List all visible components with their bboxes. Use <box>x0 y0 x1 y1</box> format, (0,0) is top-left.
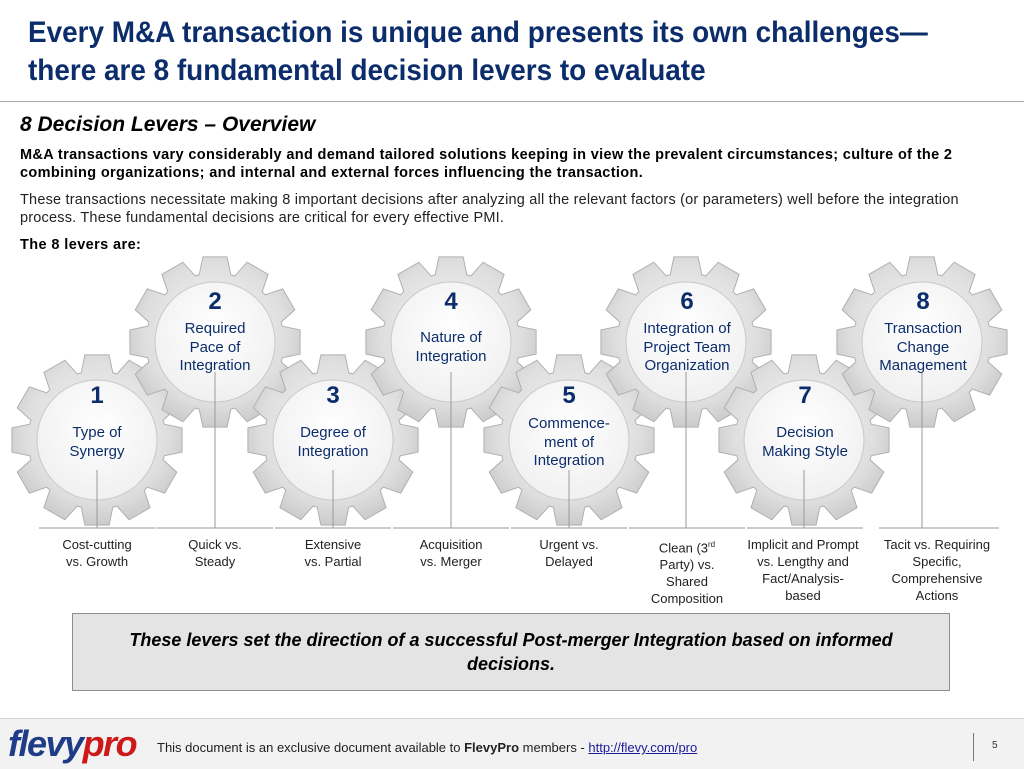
logo-part-pro: pro <box>82 723 137 764</box>
lever-8-name: Transaction Change Management <box>879 320 967 374</box>
summary-callout-text: These levers set the direction of a successful Post-merger Integration based on informed decisions. <box>129 630 893 674</box>
lever-7-tradeoff: Implicit and Prompt vs. Lengthy and Fact/Analysis- based <box>747 537 859 603</box>
lever-5-name: Commence- ment of Integration <box>528 415 610 469</box>
lever-4-name: Nature of Integration <box>415 329 487 365</box>
footer-divider <box>973 733 974 761</box>
footer-notice <box>157 740 697 755</box>
footer-brand: FlevyPro <box>464 740 520 755</box>
lever-3-name: Degree of Integration <box>297 424 369 460</box>
lever-4-number: 4 <box>444 288 458 315</box>
flevypro-logo <box>8 724 136 764</box>
lever-6-tradeoff <box>629 536 745 607</box>
lever-6-tradeoff-part-b: Party) vs. Shared Composition <box>650 557 724 607</box>
footer-text-pre: This document is an exclusive document available to <box>157 740 465 755</box>
lever-4-tradeoff: Acquisition vs. Merger <box>419 537 483 569</box>
lever-6-number: 6 <box>680 288 694 315</box>
logo-part-flevy: flevy <box>8 723 83 764</box>
lever-6-tradeoff-part-a: Clean (3 <box>658 540 708 556</box>
summary-callout <box>72 613 950 691</box>
lever-6-tradeoff-sup: rd <box>708 540 716 549</box>
lever-5-number: 5 <box>562 382 576 409</box>
section-title: 8 Decision Levers – Overview <box>20 113 316 136</box>
lever-7-number: 7 <box>798 382 812 409</box>
levers-label: The 8 levers are: <box>20 237 142 253</box>
slide-title: Every M&A transaction is unique and presents its own challenges—there are 8 fundamental decision levers to evaluate <box>28 16 928 87</box>
lever-8-tradeoff: Tacit vs. Requiring Specific, Comprehensive Actions <box>883 537 991 603</box>
lever-7-name: Decision Making Style <box>762 424 848 460</box>
lever-2-name: Required Pace of Integration <box>179 320 251 374</box>
intro-bold-paragraph: M&A transactions vary considerably and demand tailored solutions keeping in view the prevalent circumstances; culture of the 2 combining organizations; and internal and external forces influencing the transaction. <box>20 147 953 181</box>
lever-1-name: Type of Synergy <box>69 424 125 460</box>
page-number: 5 <box>992 740 998 751</box>
footer-link[interactable]: http://flevy.com/pro <box>588 740 698 755</box>
lever-3-tradeoff: Extensive vs. Partial <box>304 537 362 569</box>
lever-2-number: 2 <box>208 288 222 315</box>
lever-1-number: 1 <box>90 382 104 409</box>
footer <box>0 718 1024 769</box>
footer-text-mid: members - <box>519 740 589 755</box>
lever-3-number: 3 <box>326 382 340 409</box>
lever-1-tradeoff: Cost-cutting vs. Growth <box>62 537 132 569</box>
intro-paragraph: These transactions necessitate making 8 important decisions after analyzing all the relevant factors (or parameters) well before the integration process. These fundamental decisions are critical for every effective PMI. <box>20 192 959 226</box>
lever-2-tradeoff: Quick vs. Steady <box>188 537 242 569</box>
lever-5-tradeoff: Urgent vs. Delayed <box>539 537 599 569</box>
lever-6-name: Integration of Project Team Organization <box>643 320 731 374</box>
lever-8-number: 8 <box>916 288 930 315</box>
